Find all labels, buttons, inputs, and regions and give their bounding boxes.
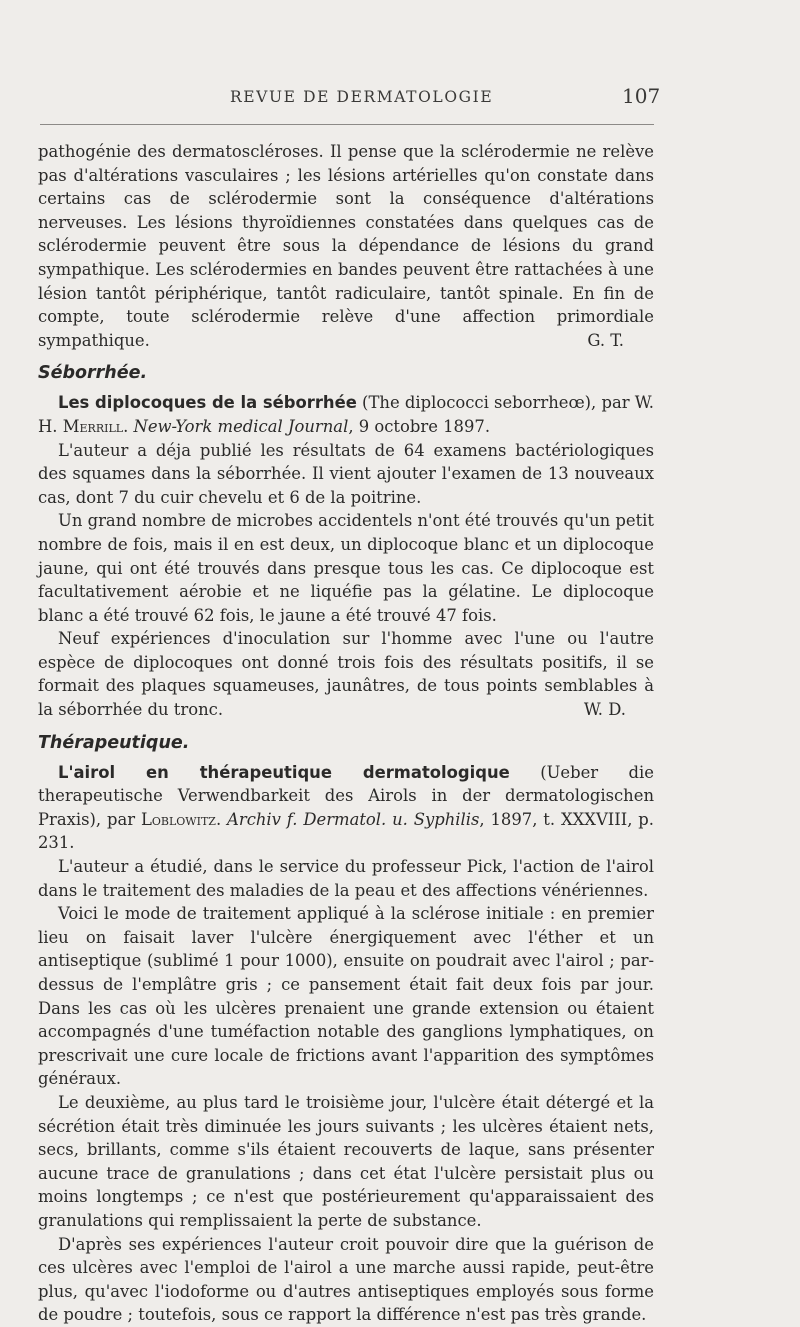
reference-date: , 9 octobre 1897. xyxy=(348,416,491,436)
signature: W. D. xyxy=(583,700,626,720)
body-paragraph: L'auteur a étudié, dans le service du professeur Pick, l'action de l'airol dans le traitement des maladies de la peau et des affections vénériennes. xyxy=(38,857,654,900)
reference-separator: . xyxy=(215,809,228,829)
section-heading-therapeutique: Thérapeutique. xyxy=(38,732,190,753)
body-paragraph: Le deuxième, au plus tard le troisième jour, l'ulcère était détergé et la sécrétion était très diminuée les jours suivants ; les ulcères étaient nets, secs, brillants, comme s'ils étaient recouverts de laque, sans présenter aucune trace de granulations ; dans cet état l'ulcère persistait plus ou moins longtemps ; ce n'est que postérieurement qu'apparaissaient des granulations qui remplissaient la perte de substance. xyxy=(38,1092,654,1230)
article-title: L'airol en thérapeutique dermatologique xyxy=(58,762,510,782)
reference-journal: Archiv f. Dermatol. u. Syphilis xyxy=(227,809,480,829)
reference-separator: . xyxy=(123,416,134,436)
reference-paragraph xyxy=(38,391,654,438)
body-paragraph: Un grand nombre de microbes accidentels n'ont été trouvés qu'un petit nombre de fois, mais il en est deux, un diplocoque blanc et un diplocoque jaune, qui ont été trouvés dans presque tous les cas. Ce diplocoque est facultativement aérobie et ne liquéfie pas la gélatine. Le diplocoque blanc a été trouvé 62 fois, le jaune a été trouvé 47 fois. xyxy=(38,511,654,625)
page-body xyxy=(38,140,654,1327)
reference-paragraph xyxy=(38,761,654,855)
reference-author: Loblowitz xyxy=(140,809,216,829)
reference-journal: New-York medical Journal xyxy=(133,416,349,436)
intro-paragraph xyxy=(38,140,654,352)
signature: G. T. xyxy=(587,330,624,350)
body-paragraph: D'après ses expériences l'auteur croit pouvoir dire que la guérison de ces ulcères avec l'emploi de l'airol a une marche aussi rapide, peut-être plus, qu'avec l'iodoforme ou d'autres antiseptiques employés sous forme de poudre ; toutefois, sous ce rapport la différence n'est pas très grande. xyxy=(38,1234,654,1325)
section-heading-seborrhee: Séborrhée. xyxy=(38,363,148,384)
intro-text: pathogénie des dermatoscléroses. Il pense que la sclérodermie ne relève pas d'altérations vasculaires ; les lésions artérielles qu'on constate dans certains cas de sclérodermie sont la conséquence d'altérations nerveuses. Les lésions thyroïdiennes constatées dans quelques cas de sclérodermie peuvent être sous la dépendance de lésions du grand sympathique. Les sclérodermies en bandes peuvent être rattachées à une lésion tantôt périphérique, tantôt radiculaire, tantôt spinale. En fin de compte, toute sclérodermie relève d'une affection primordiale sympathique. xyxy=(38,142,654,350)
reference-text: (The diplococci seborrheœ), par W. H. xyxy=(38,393,654,436)
article-title: Les diplocoques de la séborrhée xyxy=(58,393,357,413)
running-head: REVUE DE DERMATOLOGIE xyxy=(230,88,494,106)
reference-author: Merrill xyxy=(62,416,124,436)
body-paragraph: L'auteur a déja publié les résultats de 64 examens bactériologiques des squames dans la séborrhée. Il vient ajouter l'examen de 13 nouveaux cas, dont 7 du cuir chevelu et 6 de la poitrine. xyxy=(38,440,654,507)
header-rule xyxy=(40,124,654,125)
reference-text: (Ueber die therapeutische Verwendbarkeit des Airols in der dermatologischen Praxis), par xyxy=(38,762,654,829)
page-number: 107 xyxy=(622,84,661,108)
body-text: Neuf expériences d'inoculation sur l'homme avec l'une ou l'autre espèce de diplocoques ont donné trois fois des résultats positifs, il se formait des plaques squameuses, jaunâtres, de tous points semblables à la séborrhée du tronc. xyxy=(38,629,654,720)
body-paragraph: Voici le mode de traitement appliqué à la sclérose initiale : en premier lieu on faisait laver l'ulcère énergiquement avec l'éther et un antiseptique (sublimé 1 pour 1000), ensuite on poudrait avec l'airol ; par-dessus de l'emplâtre gris ; ce pansement était fait deux fois par jour. Dans les cas où les ulcères prenaient une grande extension ou étaient accompagnés d'une tuméfaction notable des ganglions lymphatiques, on prescrivait une cure locale de frictions avant l'apparition des symptômes généraux. xyxy=(38,904,654,1089)
body-paragraph xyxy=(38,627,654,721)
reference-date: , 1897, t. XXXVIII, p. 231. xyxy=(38,809,654,853)
